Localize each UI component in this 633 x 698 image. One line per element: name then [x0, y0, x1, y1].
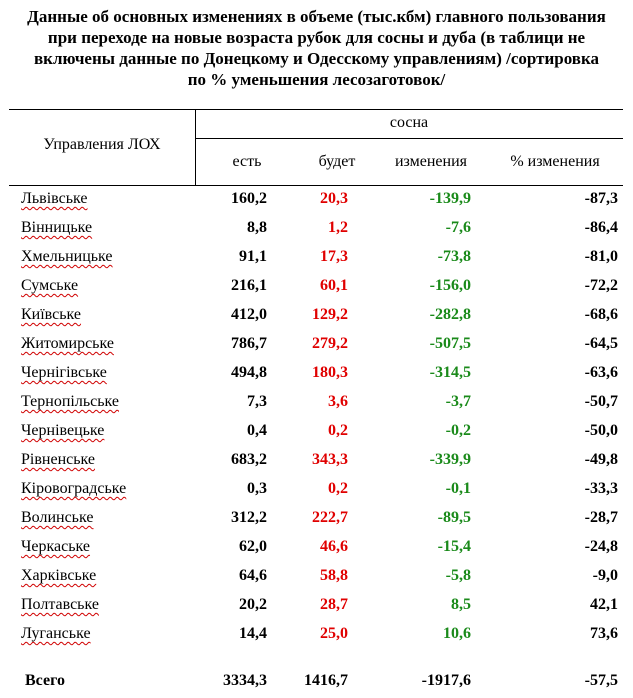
table-row [9, 360, 623, 389]
column-header-pct: % изменения [510, 153, 600, 170]
column-group-header: сосна [389, 114, 429, 131]
cell-est: 0,4 [247, 422, 267, 439]
total-row [9, 668, 623, 698]
row-name: Житомирське [21, 335, 114, 352]
row-name: Чернівецьке [21, 422, 105, 439]
cell-est: 64,6 [239, 567, 267, 584]
cell-est: 160,2 [231, 190, 267, 207]
cell-budet: 180,3 [312, 364, 348, 381]
table-row [9, 331, 623, 360]
row-name: Київське [21, 306, 82, 323]
cell-est: 20,2 [239, 596, 267, 613]
cell-change: -7,6 [445, 219, 471, 236]
cell-budet: 1,2 [328, 219, 348, 236]
cell-pct: -28,7 [584, 509, 618, 526]
cell-change: -5,8 [445, 567, 471, 584]
cell-pct: 73,6 [590, 625, 618, 642]
total-label: Всего [25, 672, 65, 689]
cell-budet: 129,2 [312, 306, 348, 323]
cell-est: 8,8 [247, 219, 267, 236]
cell-pct: -81,0 [584, 248, 618, 265]
title-line: Данные об основных изменениях в объеме (тыс.кбм) главного пользования [27, 7, 606, 26]
row-name: Рівненське [21, 451, 95, 468]
table-row [9, 302, 623, 331]
cell-change: -89,5 [437, 509, 471, 526]
cell-budet: 17,3 [320, 248, 348, 265]
table-row [9, 389, 623, 418]
cell-est: 7,3 [247, 393, 267, 410]
row-name: Черкаське [21, 538, 91, 555]
row-name: Львівське [21, 190, 88, 207]
cell-pct: -49,8 [584, 451, 618, 468]
cell-est: 0,3 [247, 480, 267, 497]
cell-change: -139,9 [429, 190, 471, 207]
total-pct: -57,5 [584, 672, 618, 689]
column-header-budet: будет [318, 153, 356, 170]
cell-budet: 3,6 [328, 393, 348, 410]
cell-est: 216,1 [231, 277, 267, 294]
table-row [9, 215, 623, 244]
cell-est: 312,2 [231, 509, 267, 526]
table-row [9, 476, 623, 505]
cell-est: 91,1 [239, 248, 267, 265]
cell-pct: 42,1 [590, 596, 618, 613]
table-row [9, 447, 623, 476]
column-header-change: изменения [394, 153, 468, 170]
row-name: Полтавське [21, 596, 99, 613]
header-divider-horizontal [195, 138, 623, 139]
cell-est: 786,7 [231, 335, 267, 352]
row-name: Сумське [21, 277, 79, 294]
cell-change: -0,2 [445, 422, 471, 439]
cell-change: -314,5 [429, 364, 471, 381]
cell-est: 62,0 [239, 538, 267, 555]
row-name: Харківське [21, 567, 97, 584]
cell-pct: -24,8 [584, 538, 618, 555]
cell-est: 412,0 [231, 306, 267, 323]
cell-budet: 20,3 [320, 190, 348, 207]
row-name: Вінницьке [21, 219, 93, 236]
table-row [9, 244, 623, 273]
cell-budet: 25,0 [320, 625, 348, 642]
column-header-est: есть [232, 153, 262, 170]
cell-budet: 0,2 [328, 480, 348, 497]
cell-budet: 46,6 [320, 538, 348, 555]
cell-pct: -63,6 [584, 364, 618, 381]
document-title [0, 6, 633, 90]
cell-pct: -50,0 [584, 422, 618, 439]
title-line: по % уменьшения лесозаготовок/ [187, 70, 446, 89]
table-body [9, 186, 623, 650]
table-row [9, 186, 623, 215]
table-row [9, 592, 623, 621]
cell-change: -15,4 [437, 538, 471, 555]
table-row [9, 418, 623, 447]
cell-budet: 60,1 [320, 277, 348, 294]
cell-budet: 343,3 [312, 451, 348, 468]
row-name: Луганське [21, 625, 91, 642]
row-name: Кіровоградське [21, 480, 127, 497]
cell-change: -282,8 [429, 306, 471, 323]
row-name: Хмельницьке [21, 248, 113, 265]
total-budet: 1416,7 [304, 672, 348, 689]
table-row [9, 273, 623, 302]
cell-pct: -64,5 [584, 335, 618, 352]
total-est: 3334,3 [223, 672, 267, 689]
cell-change: 10,6 [443, 625, 471, 642]
cell-budet: 58,8 [320, 567, 348, 584]
cell-est: 494,8 [231, 364, 267, 381]
table-header [9, 109, 623, 186]
row-name: Чернігівське [21, 364, 107, 381]
cell-est: 683,2 [231, 451, 267, 468]
table-row [9, 621, 623, 650]
title-line: включены данные по Донецкому и Одесскому управлениям) /сортировка [33, 49, 600, 68]
data-table [9, 109, 623, 698]
total-change: -1917,6 [421, 672, 471, 689]
title-line: при переходе на новые возраста рубок для сосны и дуба (в таблици не [47, 28, 586, 47]
cell-change: -3,7 [445, 393, 471, 410]
cell-budet: 0,2 [328, 422, 348, 439]
cell-budet: 222,7 [312, 509, 348, 526]
cell-pct: -33,3 [584, 480, 618, 497]
row-name: Тернопільське [21, 393, 119, 410]
cell-change: -0,1 [445, 480, 471, 497]
cell-pct: -86,4 [584, 219, 618, 236]
cell-pct: -72,2 [584, 277, 618, 294]
cell-change: -156,0 [429, 277, 471, 294]
table-row [9, 505, 623, 534]
cell-change: -73,8 [437, 248, 471, 265]
column-header-lox: Управления ЛОХ [43, 136, 161, 153]
cell-pct: -87,3 [584, 190, 618, 207]
cell-change: 8,5 [451, 596, 471, 613]
cell-change: -507,5 [429, 335, 471, 352]
cell-budet: 279,2 [312, 335, 348, 352]
cell-pct: -50,7 [584, 393, 618, 410]
table-row [9, 534, 623, 563]
row-name: Волинське [21, 509, 94, 526]
cell-budet: 28,7 [320, 596, 348, 613]
cell-change: -339,9 [429, 451, 471, 468]
cell-est: 14,4 [239, 625, 267, 642]
table-row [9, 563, 623, 592]
cell-pct: -68,6 [584, 306, 618, 323]
cell-pct: -9,0 [592, 567, 618, 584]
